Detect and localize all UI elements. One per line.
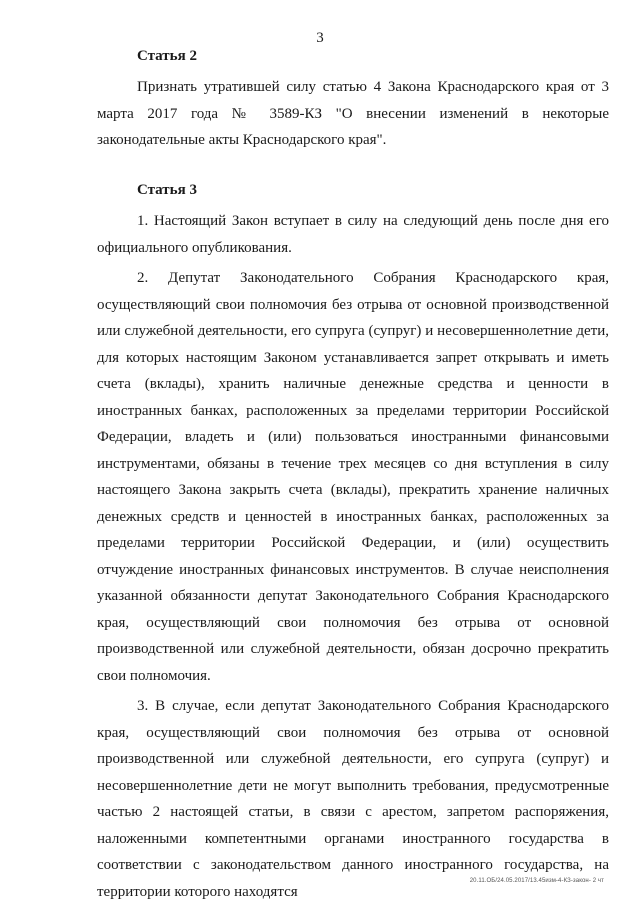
article-3-paragraph-3: 3. В случае, если депутат Законодательного Собрания Краснодарского края, осуществляющий свои полномочия без отрыва от основной производственной или служебной деятельности, его супруга (супруг) и несовершеннолетние дети не могут выполнить требования, предусмотренные частью 2 настоящей статьи, в связи с арестом, запретом распоряжения, наложенными компетентными органами иностранного государства в соответствии с законодательством данного иностранного государства, на территории которого находятся — [97, 698, 609, 900]
article-2-heading: Статья 2 — [137, 48, 197, 64]
page-number: 3 — [316, 30, 324, 46]
article-3-paragraph-1: 1. Настоящий Закон вступает в силу на следующий день после дня его официального опубликования. — [97, 213, 609, 256]
article-3 — [97, 180, 609, 905]
document-footer-code: 20.11.ОБ/24.05.2017/13.45изм-4-КЗ-закон- 2 чт — [469, 878, 604, 884]
article-3-paragraph-2: 2. Депутат Законодательного Собрания Краснодарского края, осуществляющий свои полномочия без отрыва от основной производственной или служебной деятельности, его супруга (супруг) и несовершеннолетние дети, для которых настоящим Законом устанавливается запрет открывать и иметь счета (вклады), хранить наличные денежные средства и ценности в иностранных банках, расположенных за пределами территории Российской Федерации, владеть и (или) пользоваться иностранными финансовыми инструментами, обязаны в течение трех месяцев со дня вступления в силу настоящего Закона закрыть счета (вклады), прекратить хранение наличных денежных средств и ценностей в иностранных банках, расположенных за пределами территории Российской Федерации, и (или) осуществить отчуждение иностранных финансовых инструментов. В случае неисполнения указанной обязанности депутат Законодательного Собрания Краснодарского края, осуществляющий свои полномочия без отрыва от основной производственной или служебной деятельности, обязан досрочно прекратить свои полномочия. — [97, 270, 609, 684]
article-2-paragraph: Признать утратившей силу статью 4 Закона Краснодарского края от 3 марта 2017 года № 3589-КЗ "О внесении изменений в некоторые законодательные акты Краснодарского края". — [97, 79, 609, 148]
article-3-heading: Статья 3 — [137, 182, 197, 198]
article-2 — [97, 46, 609, 154]
